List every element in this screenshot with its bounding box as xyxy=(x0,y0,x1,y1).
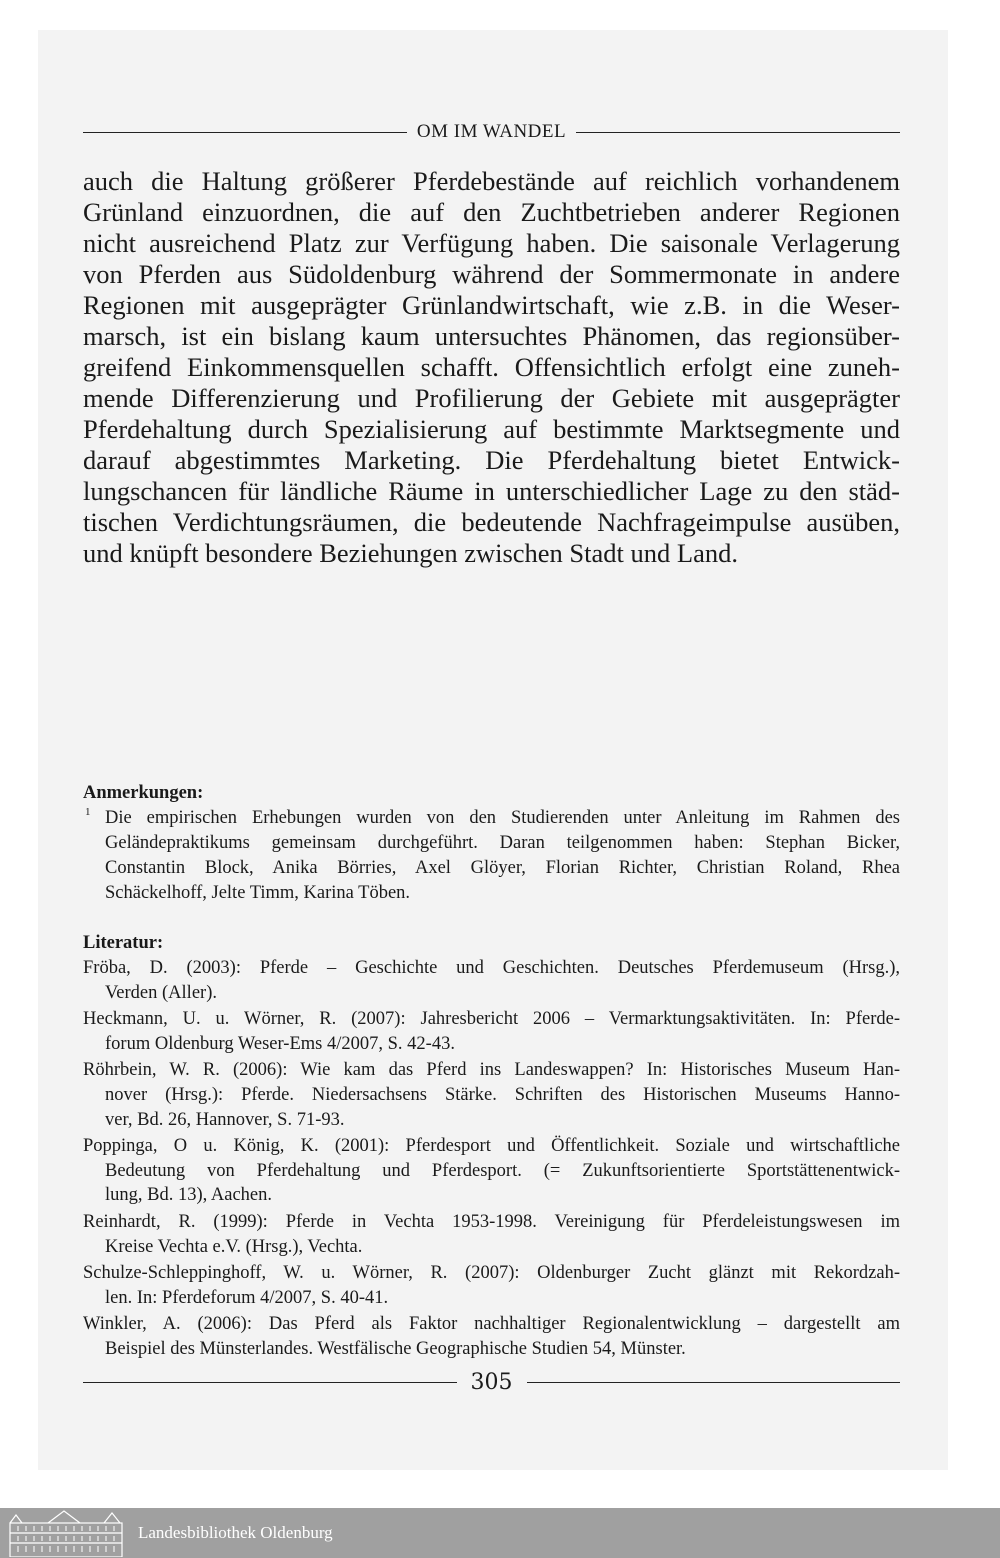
library-building-icon xyxy=(6,1509,124,1557)
footnote-line: Geländepraktikums gemeinsam durchgeführt. Daran teilgenommen haben: Stephan Bicker, xyxy=(105,833,900,853)
body-line: mende Differenzierung und Profilierung der Gebiete mit ausgeprägter xyxy=(83,383,900,413)
literature-line: ver, Bd. 26, Hannover, S. 71-93. xyxy=(105,1109,345,1130)
body-line: darauf abgestimmtes Marketing. Die Pferdehaltung bietet Entwick- xyxy=(83,445,900,475)
body-line: nicht ausreichend Platz zur Verfügung haben. Die saisonale Verlagerung xyxy=(83,228,900,258)
body-line: tischen Verdichtungsräumen, die bedeutende Nachfrageimpulse ausüben, xyxy=(83,507,900,537)
library-name: Landesbibliothek Oldenburg xyxy=(138,1523,333,1542)
literature-line: len. In: Pferdeforum 4/2007, S. 40-41. xyxy=(105,1287,389,1308)
literature-entry xyxy=(83,1312,900,1361)
literature-line: Fröba, D. (2003): Pferde – Geschichte und Geschichten. Deutsches Pferdemuseum (Hrsg.), xyxy=(83,958,900,978)
literature-line: Reinhardt, R. (1999): Pferde in Vechta 1953-1998. Vereinigung für Pferdeleistungswesen im xyxy=(83,1211,900,1232)
body-line: auch die Haltung größerer Pferdebestände auf reichlich vorhandenem xyxy=(83,166,900,196)
literature-line: Röhrbein, W. R. (2006): Wie kam das Pferd ins Landeswappen? In: Historisches Museum Han- xyxy=(83,1060,900,1081)
running-title: OM IM WANDEL xyxy=(416,121,567,142)
literature-entry xyxy=(83,1007,900,1056)
body-line: lungschancen für ländliche Räume in unterschiedlicher Lage zu den städ- xyxy=(83,476,900,506)
footnote xyxy=(83,806,900,906)
footnote-line: Die empirischen Erhebungen wurden von den Studierenden unter Anleitung im Rahmen des xyxy=(105,808,900,828)
footnote-number: 1 xyxy=(85,806,91,818)
page-footer xyxy=(83,1368,900,1396)
library-footer-bar xyxy=(0,1508,1000,1558)
running-header xyxy=(83,118,900,146)
literature-entry xyxy=(83,956,900,1005)
literature-entry xyxy=(83,1210,900,1259)
body-line: Regionen mit ausgeprägter Grünlandwirtschaft, wie z.B. in die Weser- xyxy=(83,290,900,320)
literature-line: Heckmann, U. u. Wörner, R. (2007): Jahresbericht 2006 – Vermarktungsaktivitäten. In: Pferde- xyxy=(83,1009,900,1030)
body-text xyxy=(83,166,900,569)
literature-line: Beispiel des Münsterlandes. Westfälische Geographische Studien 54, Münster. xyxy=(105,1338,686,1359)
body-line: marsch, ist ein bislang kaum untersuchtes Phänomen, das regionsüber- xyxy=(83,321,900,351)
literature-line: lung, Bd. 13), Aachen. xyxy=(105,1185,272,1206)
header-rule-right xyxy=(576,132,900,133)
body-line: von Pferden aus Südoldenburg während der Sommermonate in andere xyxy=(83,259,900,289)
literature-line: Bedeutung von Pferdehaltung und Pferdesport. (= Zukunftsorientierte Sportstättenentwick- xyxy=(105,1160,900,1181)
body-line: Pferdehaltung durch Spezialisierung auf bestimmte Marktsegmente und xyxy=(83,414,900,444)
footer-rule-right xyxy=(527,1382,901,1383)
literature-section xyxy=(83,930,900,1364)
footnote-line: Constantin Block, Anika Börries, Axel Glöyer, Florian Richter, Christian Roland, Rhea xyxy=(105,858,900,878)
body-line: Grünland einzuordnen, die auf den Zuchtbetrieben anderer Regionen xyxy=(83,197,900,227)
notes-heading: Anmerkungen: xyxy=(83,783,204,803)
literature-entry xyxy=(83,1058,900,1132)
literature-line: Poppinga, O u. König, K. (2001): Pferdesport und Öffentlichkeit. Soziale und wirtschaftliche xyxy=(83,1136,900,1157)
literature-entry xyxy=(83,1134,900,1208)
literature-line: Verden (Aller). xyxy=(105,982,217,1003)
footnote-line: Schäckelhoff, Jelte Timm, Karina Töben. xyxy=(105,883,411,903)
literature-line: Winkler, A. (2006): Das Pferd als Faktor nachhaltiger Regionalentwicklung – dargestellt am xyxy=(83,1314,900,1335)
page-number: 305 xyxy=(470,1369,513,1395)
header-rule-left xyxy=(83,132,407,133)
literature-line: Kreise Vechta e.V. (Hrsg.), Vechta. xyxy=(105,1236,363,1257)
literature-line: Schulze-Schleppinghoff, W. u. Wörner, R. (2007): Oldenburger Zucht glänzt mit Rekordzah- xyxy=(83,1263,900,1284)
literature-line: forum Oldenburg Weser-Ems 4/2007, S. 42-43. xyxy=(105,1033,455,1054)
footer-rule-left xyxy=(83,1382,457,1383)
literature-entry xyxy=(83,1261,900,1310)
literature-heading: Literatur: xyxy=(83,933,164,953)
notes-section xyxy=(83,780,900,906)
literature-line: nover (Hrsg.): Pferde. Niedersachsens Stärke. Schriften des Historischen Museums Hanno- xyxy=(105,1084,900,1105)
body-line: greifend Einkommensquellen schafft. Offensichtlich erfolgt eine zuneh- xyxy=(83,352,900,382)
body-line: und knüpft besondere Beziehungen zwischen Stadt und Land. xyxy=(83,538,738,568)
